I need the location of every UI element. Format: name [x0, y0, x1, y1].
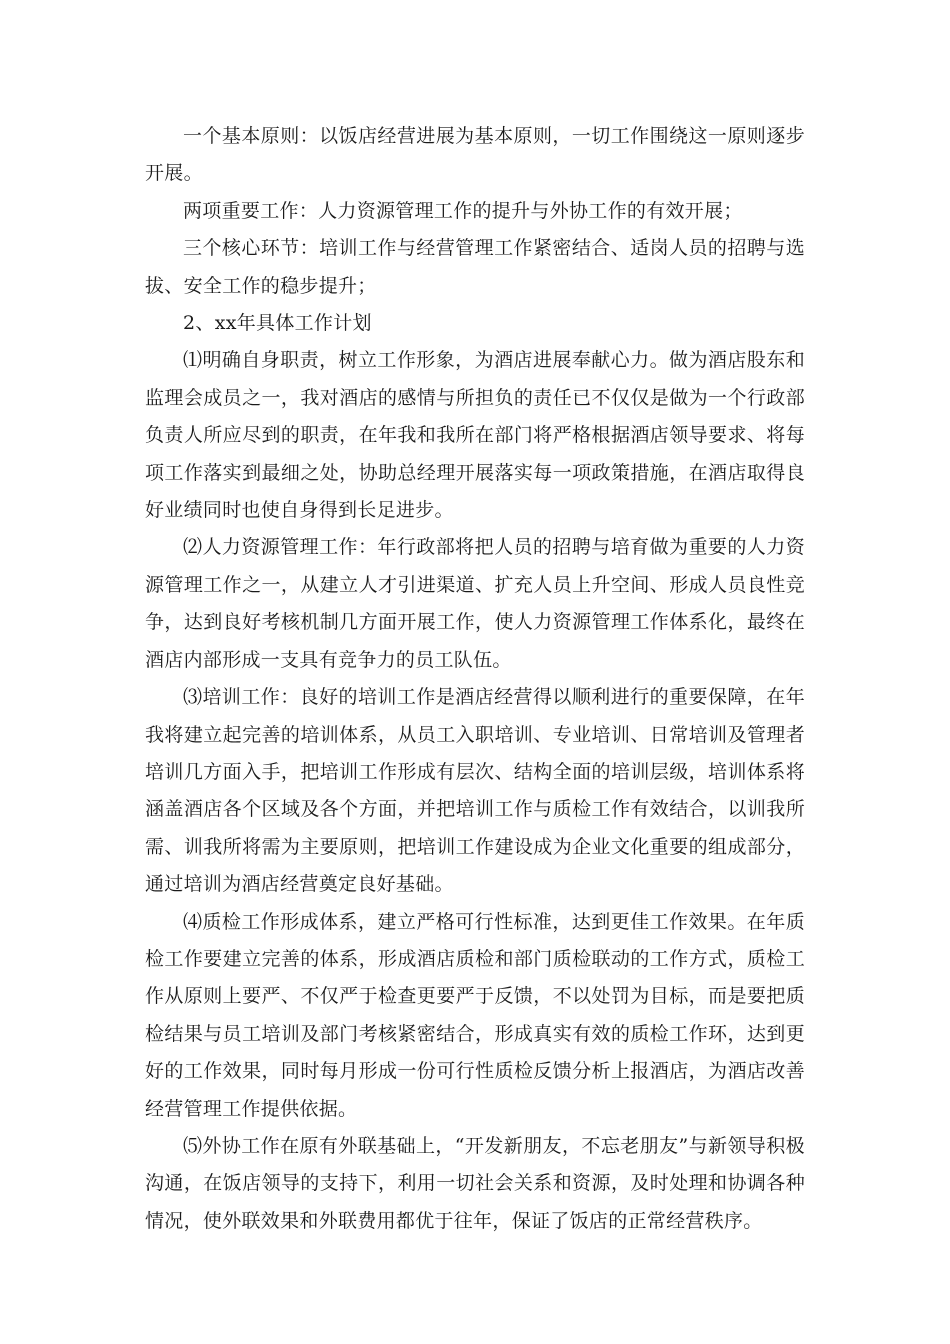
paragraph-basic-principle: 一个基本原则：以饭店经营进展为基本原则，一切工作围绕这一原则逐步开展。 — [145, 125, 805, 185]
paragraph-item-1-responsibilities: ⑴明确自身职责，树立工作形象，为酒店进展奉献心力。做为酒店股东和监理会成员之一，我对酒店的感情与所担负的责任已不仅仅是做为一个行政部负责人所应尽到的职责，在年我和我所在部门将严格根据酒店领导要求、将每项工作落实到最细之处，协助总经理开展落实每一项政策措施，在酒店取得良好业绩同时也使自身得到长足进步。 — [145, 349, 805, 522]
paragraph-item-3-training: ⑶培训工作：良好的培训工作是酒店经营得以顺利进行的重要保障，在年我将建立起完善的培训体系，从员工入职培训、专业培训、日常培训及管理者培训几方面入手，把培训工作形成有层次、结构全面的培训层级，培训体系将涵盖酒店各个区域及各个方面，并把培训工作与质检工作有效结合，以训我所需、训我所将需为主要原则，把培训工作建设成为企业文化重要的组成部分，通过培训为酒店经营奠定良好基础。 — [145, 686, 805, 896]
paragraph-three-core-links: 三个核心环节：培训工作与经营管理工作紧密结合、适岗人员的招聘与选拔、安全工作的稳步提升； — [145, 237, 805, 297]
document-body — [145, 118, 805, 1240]
paragraph-two-key-tasks: 两项重要工作：人力资源管理工作的提升与外协工作的有效开展； — [183, 199, 743, 222]
paragraph-item-5-external-relations: ⑸外协工作在原有外联基础上，“开发新朋友，不忘老朋友”与新领导积极沟通，在饭店领导的支持下，利用一切社会关系和资源，及时处理和协调各种情况，使外联效果和外联费用都优于往年，保证了饭店的正常经营秩序。 — [145, 1134, 805, 1232]
section-heading-work-plan: 2、xx年具体工作计划 — [183, 312, 372, 335]
paragraph-item-4-quality-inspection: ⑷质检工作形成体系，建立严格可行性标准，达到更佳工作效果。在年质检工作要建立完善的体系，形成酒店质检和部门质检联动的工作方式，质检工作从原则上要严、不仅严于检查更要严于反馈，不以处罚为目标，而是要把质检结果与员工培训及部门考核紧密结合，形成真实有效的质检工作环，达到更好的工作效果，同时每月形成一份可行性质检反馈分析上报酒店，为酒店改善经营管理工作提供依据。 — [145, 910, 805, 1120]
paragraph-item-2-human-resources: ⑵人力资源管理工作：年行政部将把人员的招聘与培育做为重要的人力资源管理工作之一，从建立人才引进渠道、扩充人员上升空间、形成人员良性竞争，达到良好考核机制几方面开展工作，使人力资源管理工作体系化，最终在酒店内部形成一支具有竞争力的员工队伍。 — [145, 536, 805, 671]
